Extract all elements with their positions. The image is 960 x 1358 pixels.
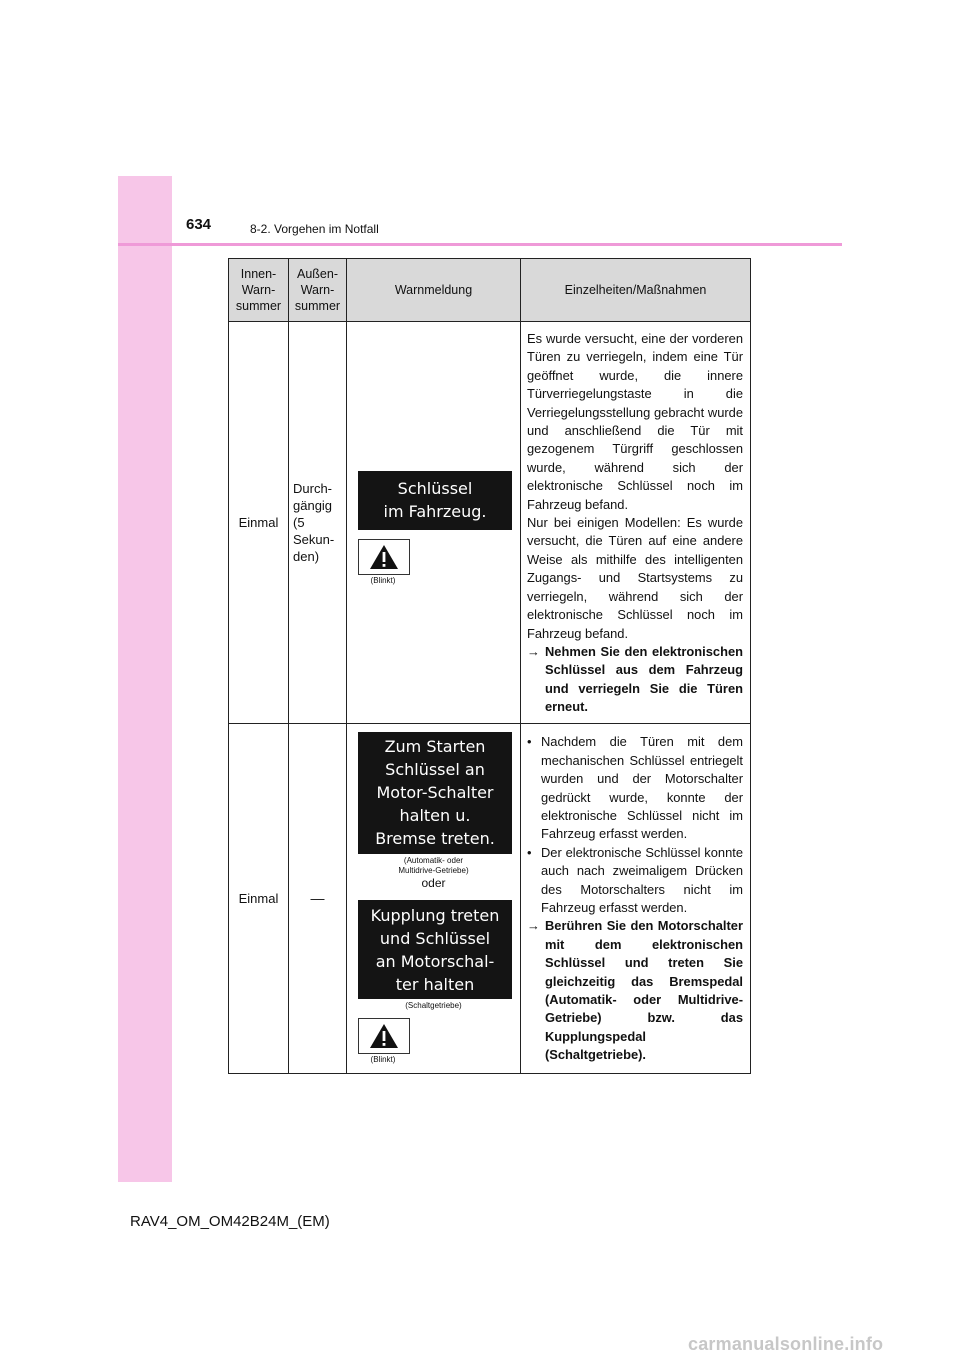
message-display-key-in-vehicle: Schlüssel im Fahrzeug. [358, 471, 512, 530]
chapter-sidebar-tab [118, 176, 172, 1182]
warning-message-cell [347, 723, 521, 1073]
inner-buzzer-cell: Einmal [229, 723, 289, 1073]
inner-buzzer-cell: Einmal [229, 322, 289, 724]
list-item: • Der elektronische Schlüssel konnte auch nach zweimaligem Drücken des Motorschalters nicht im Fahrzeug erfasst werden. [527, 844, 743, 918]
table-header-row [229, 259, 751, 322]
transmission-caption: (Schaltgetriebe) [405, 1000, 462, 1010]
header-rule [118, 243, 842, 246]
transmission-caption: Multidrive-Getriebe) [398, 865, 469, 875]
bullet-icon: • [527, 734, 532, 750]
details-cell [521, 723, 751, 1073]
arrow-right-icon: → [527, 643, 540, 659]
header-warning-message: Warnmeldung [347, 259, 521, 322]
header-outer-buzzer: Außen- Warn- summer [289, 259, 347, 322]
section-title: 8-2. Vorgehen im Notfall [250, 222, 379, 236]
blink-caption: (Blinkt) [370, 1054, 396, 1064]
action-instruction: → Nehmen Sie den elektronischen Schlüssel aus dem Fahrzeug und verriegeln Sie die Türen erneut. [527, 643, 743, 717]
warning-light [358, 539, 410, 575]
warning-triangle-icon [369, 1023, 399, 1049]
outer-buzzer-cell: Durch- gängig (5 Sekun- den) [289, 322, 347, 724]
warning-light [358, 1018, 410, 1054]
message-display-start-manual: Kupplung treten und Schlüssel an Motorschal- ter halten [358, 900, 512, 999]
header-inner-buzzer: Innen- Warn- summer [229, 259, 289, 322]
warning-table [228, 258, 751, 1074]
details-cell [521, 322, 751, 724]
action-instruction: → Berühren Sie den Motorschalter mit dem elektronischen Schlüssel und treten Sie gleichzeitig das Bremspedal (Automatik- oder Multidrive-Getriebe) bzw. das Kupplungspedal (Schaltgetriebe). [527, 917, 743, 1064]
manual-code: RAV4_OM_OM42B24M_(EM) [130, 1213, 330, 1230]
table-row [229, 322, 751, 724]
or-label: oder [421, 875, 446, 890]
details-text: Es wurde versucht, eine der vorderen Türen zu verriegeln, indem eine Tür geöffnet wurde, die innere Türverriegelungstaste in die Verriegelungsstellung gebracht wurde und anschließend die Tür mit gezogenem Türgriff geschlossen wurde, während sich der elektronische Schlüssel noch im Fahrzeug befand. [527, 331, 743, 512]
list-item: • Nachdem die Türen mit dem mechanischen Schlüssel entriegelt wurden und der Motorschalter gedrückt wurde, konnte der elektronische Schlüssel nicht im Fahrzeug erfasst werden. [527, 733, 743, 843]
page-number: 634 [186, 216, 212, 233]
bullet-icon: • [527, 844, 532, 860]
message-display-start-automatic: Zum Starten Schlüssel an Motor-Schalter halten u. Bremse treten. [358, 732, 512, 854]
warning-triangle-icon [369, 544, 399, 570]
warning-message-cell [347, 322, 521, 724]
transmission-caption: (Automatik- oder [403, 855, 464, 865]
arrow-right-icon: → [527, 918, 540, 934]
blink-caption: (Blinkt) [370, 575, 396, 585]
outer-buzzer-cell: — [289, 723, 347, 1073]
watermark: carmanualsonline.info [688, 1334, 884, 1354]
details-text: Nur bei einigen Modellen: Es wurde versucht, die Türen auf eine andere Weise als mithilfe des intelligenten Zugangs- und Startsystems zu verriegeln, während sich der elektronische Schlüssel noch im Fahrzeug befand. [527, 515, 743, 641]
header-details: Einzelheiten/Maßnahmen [521, 259, 751, 322]
table-row [229, 723, 751, 1073]
